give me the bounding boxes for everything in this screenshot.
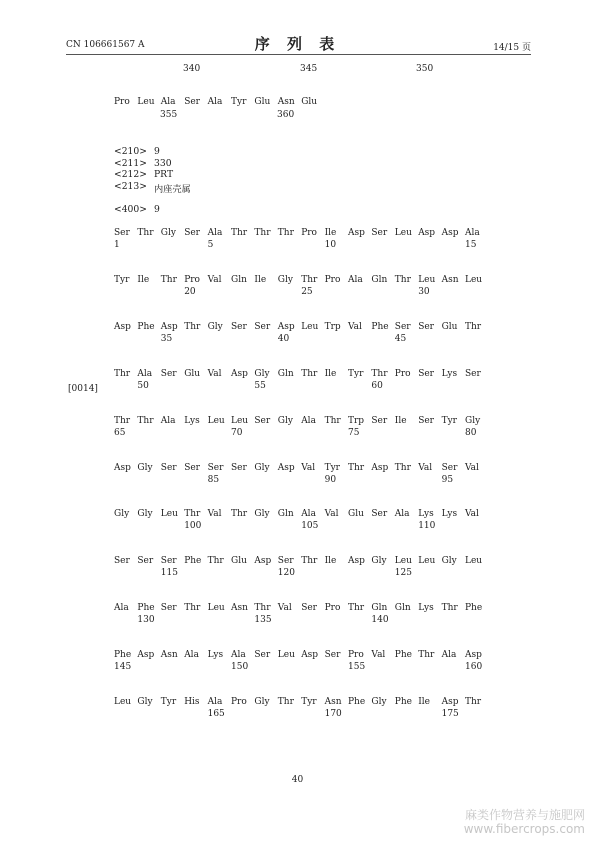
residue: Pro [324, 603, 341, 614]
residue: Gly [254, 462, 270, 473]
residue: Ala [160, 415, 176, 426]
residue: Ser [277, 556, 294, 567]
residue: Leu [394, 556, 412, 567]
residue: Pro [394, 368, 411, 379]
residue: Thr [114, 368, 131, 379]
residue: Gly [114, 509, 130, 520]
residue: Ser [160, 556, 177, 567]
meta-tag: <213> [114, 181, 147, 192]
residue: Gly [441, 556, 457, 567]
residue: Gly [254, 697, 270, 707]
residue: Asp [277, 321, 295, 332]
residue-number: 135 [254, 615, 272, 626]
residue: Ser [254, 650, 271, 661]
residue: His [184, 697, 200, 707]
residue-number: 70 [231, 427, 243, 438]
residue: Ser [254, 321, 271, 332]
residue: Leu [160, 509, 178, 520]
residue: Thr [394, 462, 411, 473]
residue-number: 115 [160, 568, 178, 579]
page-counter: 14/15 页 [493, 43, 531, 53]
residue: Thr [137, 228, 154, 238]
residue-number: 105 [301, 521, 319, 532]
residue: Phe [465, 603, 483, 614]
residue: Thr [301, 556, 318, 567]
residue: Glu [441, 321, 458, 332]
residue-number: 35 [160, 333, 173, 344]
residue: Leu [418, 556, 436, 567]
residue: Lys [418, 603, 434, 614]
residue: Gly [137, 462, 153, 473]
residue: Ser [160, 603, 177, 614]
residue: Ala [207, 697, 223, 707]
patent-number: CN 106661567 A [66, 40, 145, 50]
residue-number: 100 [184, 521, 202, 532]
residue: Thr [254, 228, 271, 238]
residue: Val [465, 509, 479, 520]
residue: Gly [277, 415, 293, 426]
residue-number: 25 [301, 286, 313, 297]
residue: Ser [231, 462, 247, 473]
residue: Gln [371, 603, 388, 614]
residue: Pro [348, 650, 364, 661]
residue: Asp [301, 650, 319, 661]
residue: Thr [418, 650, 435, 661]
residue: Thr [231, 228, 248, 238]
residue: Gly [254, 509, 270, 520]
residue: Leu [137, 97, 155, 107]
residue-number: 110 [418, 521, 436, 532]
residue: Gln [394, 603, 411, 614]
residue: Ala [207, 97, 223, 107]
residue: Ser [324, 650, 341, 661]
residue: Gln [277, 368, 294, 379]
residue: Asn [231, 603, 248, 614]
residue: Thr [184, 509, 201, 520]
residue: Thr [348, 603, 365, 614]
residue: Ile [254, 274, 267, 285]
residue: Ala [394, 509, 410, 520]
residue: Thr [301, 274, 318, 285]
residue: Ala [160, 97, 176, 107]
residue: Ile [324, 368, 337, 379]
residue: Ser [184, 97, 200, 107]
residue: Thr [277, 697, 294, 707]
residue: Ser [231, 321, 247, 332]
residue: Glu [231, 556, 247, 567]
residue: Ser [254, 415, 271, 426]
residue: Thr [184, 603, 201, 614]
residue: Gln [277, 509, 294, 520]
residue-number: 150 [231, 662, 249, 673]
watermark-url: www.fibercrops.com [463, 822, 585, 836]
residue: Thr [114, 415, 131, 426]
residue: Pro [301, 228, 317, 238]
residue-number: 155 [348, 662, 366, 673]
residue: Ile [137, 274, 150, 285]
meta-value: 9 [154, 146, 160, 157]
residue: Phe [137, 603, 155, 614]
residue: Tyr [160, 697, 177, 707]
residue: Gly [207, 321, 223, 332]
residue-number: 40 [277, 333, 290, 344]
residue: Ser [371, 415, 388, 426]
residue: Leu [207, 415, 225, 426]
residue: Val [465, 462, 479, 473]
residue-number: 350 [416, 64, 434, 74]
residue: Leu [207, 603, 225, 614]
residue: Glu [348, 509, 364, 520]
residue: Trp [348, 415, 365, 426]
residue: Ser [160, 462, 177, 473]
residue: Val [277, 603, 292, 614]
residue: Ser [114, 228, 130, 238]
residue: Asn [324, 697, 342, 707]
residue: Asp [254, 556, 272, 567]
residue: Thr [441, 603, 458, 614]
meta-tag: <211> [114, 158, 147, 169]
residue-number: 80 [465, 427, 477, 438]
residue: Ala [231, 650, 246, 661]
residue-number: 345 [300, 64, 318, 74]
residue-number: 50 [137, 380, 149, 391]
meta-value: PRT [154, 169, 174, 180]
residue: Leu [418, 274, 436, 285]
residue: Pro [114, 97, 130, 107]
residue: Pro [231, 697, 247, 707]
meta-tag: <400> [114, 204, 147, 215]
residue-number: 75 [348, 427, 360, 438]
residue-number: 10 [324, 240, 337, 250]
residue: Glu [184, 368, 201, 379]
residue: Asp [348, 556, 365, 567]
residue-number: 5 [207, 240, 214, 250]
residue: Thr [371, 368, 388, 379]
residue: Lys [418, 509, 434, 520]
residue-number: 130 [137, 615, 155, 626]
meta-tag: <212> [114, 169, 147, 180]
residue: Thr [137, 415, 154, 426]
residue-number: 1 [114, 240, 120, 250]
residue: Ser [371, 509, 388, 520]
residue-number: 45 [394, 333, 407, 344]
residue: Tyr [114, 274, 130, 285]
residue: Asp [418, 228, 436, 238]
residue: Gln [231, 274, 247, 285]
residue-number: 20 [184, 286, 196, 297]
residue-number: 125 [394, 568, 412, 579]
residue: Ser [184, 228, 200, 238]
residue: Ile [324, 556, 337, 567]
residue: Asn [277, 97, 295, 107]
residue: Leu [394, 228, 412, 238]
residue-number: 340 [183, 64, 201, 74]
residue: Val [371, 650, 386, 661]
residue: Gly [137, 697, 153, 707]
residue: Leu [231, 415, 249, 426]
residue: Ser [114, 556, 130, 567]
residue: Asn [160, 650, 178, 661]
residue: Thr [465, 697, 482, 707]
residue: Val [348, 321, 362, 332]
residue: Val [207, 509, 222, 520]
residue: Asp [160, 321, 178, 332]
residue: Trp [324, 321, 341, 332]
residue-number: 95 [441, 474, 454, 485]
residue: Gly [160, 228, 176, 238]
residue: Val [418, 462, 433, 473]
meta-value: 9 [154, 204, 160, 215]
meta-value: 330 [154, 158, 172, 169]
residue: Thr [207, 556, 224, 567]
residue: Asp [114, 321, 131, 332]
residue-number: 15 [465, 240, 477, 250]
residue: Thr [184, 321, 201, 332]
residue-number: 160 [465, 662, 483, 673]
header-divider [66, 54, 531, 55]
residue: Gly [371, 556, 387, 567]
residue: Asp [114, 462, 131, 473]
residue: Ser [207, 462, 224, 473]
residue: Ile [418, 697, 430, 707]
residue: Thr [348, 462, 365, 473]
residue: Tyr [324, 462, 340, 473]
residue: Ser [371, 228, 388, 238]
residue: Gly [137, 509, 153, 520]
residue: Leu [301, 321, 319, 332]
residue: Ala [184, 650, 199, 661]
residue: Ala [465, 228, 480, 238]
residue: Gln [371, 274, 388, 285]
residue: Ser [465, 368, 481, 379]
page-number: 40 [291, 775, 304, 785]
residue: Ser [301, 603, 317, 614]
residue: Ala [301, 509, 316, 520]
residue: Ala [348, 274, 363, 285]
residue-number: 360 [277, 110, 295, 120]
residue: Phe [348, 697, 366, 707]
residue-number: 170 [324, 709, 342, 719]
residue: Asp [465, 650, 482, 661]
residue: Gly [465, 415, 481, 426]
residue: Tyr [301, 697, 317, 707]
residue: Ser [418, 368, 434, 379]
residue: Thr [277, 228, 294, 238]
residue: Ala [137, 368, 153, 379]
residue-number: 30 [418, 286, 430, 297]
residue-number: 175 [441, 709, 459, 719]
residue: Ser [418, 415, 434, 426]
residue: Thr [254, 603, 271, 614]
meta-value: 内座壳属 [154, 184, 191, 195]
residue: Thr [324, 415, 341, 426]
residue: Leu [465, 274, 483, 285]
residue: Asp [277, 462, 295, 473]
residue-number: 140 [371, 615, 389, 626]
residue-number: 85 [207, 474, 220, 485]
residue: Ala [441, 650, 457, 661]
residue-number: 145 [114, 662, 132, 673]
residue: Thr [160, 274, 177, 285]
residue: Ser [418, 321, 434, 332]
residue-number: 55 [254, 380, 266, 391]
residue: Val [207, 368, 222, 379]
residue: Val [324, 509, 339, 520]
paragraph-marker: [0014] [68, 384, 98, 394]
residue: Val [301, 462, 316, 473]
residue: Ile [324, 228, 337, 238]
residue: Tyr [231, 97, 247, 107]
residue: Ser [184, 462, 200, 473]
residue: Tyr [441, 415, 457, 426]
residue: Thr [231, 509, 248, 520]
residue: Thr [465, 321, 482, 332]
residue-number: 90 [324, 474, 337, 485]
residue: Thr [301, 368, 318, 379]
residue-number: 165 [207, 709, 225, 719]
residue: Pro [324, 274, 341, 285]
residue-number: 120 [277, 568, 295, 579]
residue: Asp [371, 462, 389, 473]
residue: Phe [394, 697, 412, 707]
residue: Pro [184, 274, 200, 285]
watermark-text: 麻类作物营养与施肥网 [464, 808, 585, 822]
residue: Ser [137, 556, 154, 567]
residue: Asp [137, 650, 155, 661]
residue: Phe [371, 321, 389, 332]
residue: Leu [277, 650, 295, 661]
residue: Ser [160, 368, 177, 379]
residue: Ser [394, 321, 411, 332]
residue-number: 355 [160, 110, 178, 120]
residue: Asp [348, 228, 365, 238]
meta-tag: <210> [114, 146, 147, 157]
residue: Ala [301, 415, 316, 426]
residue: Asp [441, 697, 459, 707]
residue: Gly [254, 368, 270, 379]
residue: Leu [114, 697, 132, 707]
residue: Asp [231, 368, 248, 379]
residue-number: 65 [114, 427, 126, 438]
residue: Leu [465, 556, 483, 567]
residue: Ala [207, 228, 223, 238]
residue-number: 60 [371, 380, 383, 391]
residue: Val [207, 274, 222, 285]
residue: Gly [371, 697, 387, 707]
residue: Lys [184, 415, 200, 426]
page-title: 序 列 表 [254, 35, 341, 53]
residue: Thr [394, 274, 411, 285]
residue: Phe [394, 650, 412, 661]
residue: Gly [277, 274, 293, 285]
residue: Ile [394, 415, 407, 426]
residue: Glu [254, 97, 271, 107]
residue: Ser [441, 462, 458, 473]
residue: Phe [184, 556, 202, 567]
residue: Lys [441, 368, 458, 379]
residue: Asp [441, 228, 459, 238]
residue: Ala [114, 603, 129, 614]
residue: Tyr [348, 368, 364, 379]
residue: Phe [137, 321, 155, 332]
residue: Asn [441, 274, 459, 285]
residue: Lys [441, 509, 458, 520]
residue: Lys [207, 650, 224, 661]
residue: Glu [301, 97, 318, 107]
residue: Phe [114, 650, 132, 661]
